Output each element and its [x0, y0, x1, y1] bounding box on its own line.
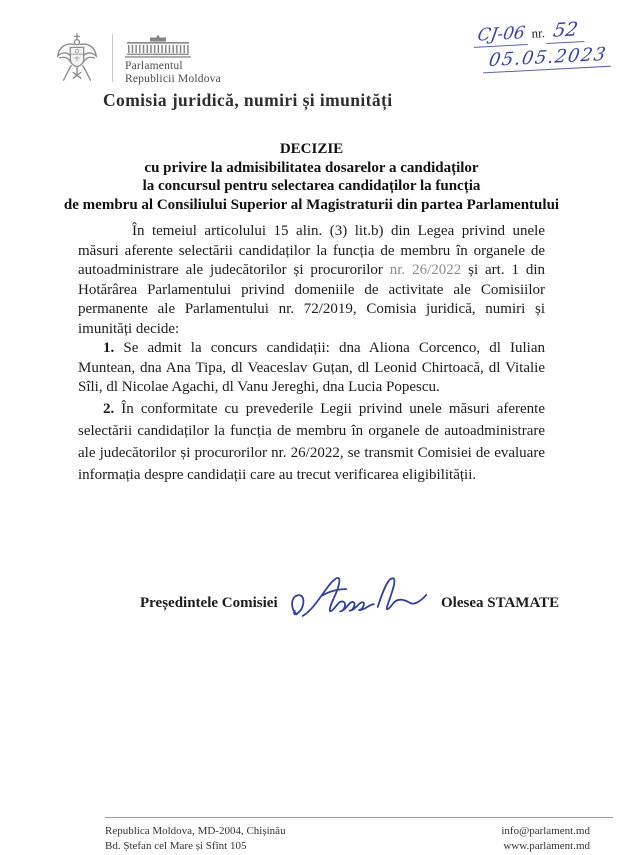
document-subtitle-line: la concursul pentru selectarea candidaților la funcția — [142, 178, 481, 194]
preamble-text: În temeiul articolului 15 alin. (3) lit.b) din Legea privind unele măsuri aferente selectării candidaților la funcția de membru în organele de autoadministrare ale judecătorilor și procurorilor — [78, 223, 545, 278]
preamble-paragraph — [78, 222, 545, 339]
org-name-line1: Parlamentul — [125, 60, 183, 72]
committee-title: Comisia juridică, numiri și imunități — [103, 90, 393, 110]
registration-block — [475, 16, 619, 73]
registration-code-handwriting: CJ-06 — [474, 23, 532, 48]
footer-address-line1: Republica Moldova, MD-2004, Chișinău — [105, 825, 286, 837]
item-number: 1. — [103, 340, 115, 356]
signatory-name: Olesea STAMATE — [441, 595, 560, 611]
footer-email: info@parlament.md — [501, 825, 590, 837]
preamble-text-continued: și art. 1 din Hotărârea Parlamentului privind domeniile de activitate ale Comisiilor permanente ale Parlamentului nr. 72/2019, Comisia juridică, numiri și imunități decide: — [78, 262, 545, 337]
document-body — [78, 222, 545, 486]
nr-label: nr. — [531, 25, 546, 41]
logo-divider — [112, 34, 113, 82]
registration-date-handwriting: 05.05.2023 — [483, 43, 615, 73]
decision-item-1 — [78, 339, 545, 398]
org-name-line2: Republicii Moldova — [125, 72, 221, 85]
item-number: 2. — [103, 400, 115, 417]
footer-divider — [105, 817, 613, 818]
parliament-building-icon — [125, 35, 191, 58]
parliament-logo — [55, 33, 221, 85]
registration-number-handwriting: 52 — [546, 18, 588, 44]
item-text: Se admit la concurs candidații: dna Aliona Corcenco, dl Iulian Muntean, dna Ana Tipa, dl Veaceslav Guțan, dl Leonid Chirtoacă, dl Vitalie Sîli, dl Nicolae Agachi, dl Vanu Jereghi, dna Lucia Popescu. — [78, 340, 545, 395]
signatory-role: Președintele Comisiei — [140, 595, 278, 611]
item-text: În conformitate cu prevederile Legii privind unele măsuri aferente selectării candidaților la funcția de membru în organele de autoadministrare ale judecătorilor și procurorilor nr. 26/2022, se transmit Comisiei de evaluare informația despre candidații care au trecut verificarea eligibilității. — [78, 400, 545, 483]
document-subtitle-line: de membru al Consiliului Superior al Magistraturii din partea Parlamentului — [63, 196, 560, 213]
document-title: DECIZIE — [279, 141, 344, 157]
footer-address-line2: Bd. Ștefan cel Mare și Sfînt 105 — [105, 839, 247, 852]
footer-contacts — [501, 824, 590, 853]
moldova-coat-of-arms-icon — [55, 33, 99, 83]
decision-item-2 — [78, 398, 545, 486]
signature-ink-icon — [281, 567, 442, 630]
document-title-block — [0, 140, 623, 214]
footer-address — [105, 824, 286, 853]
law-reference: nr. 26/2022 — [389, 262, 462, 278]
document-subtitle-line: cu privire la admisibilitatea dosarelor a candidaților — [144, 159, 479, 176]
footer-website: www.parlament.md — [503, 839, 590, 852]
